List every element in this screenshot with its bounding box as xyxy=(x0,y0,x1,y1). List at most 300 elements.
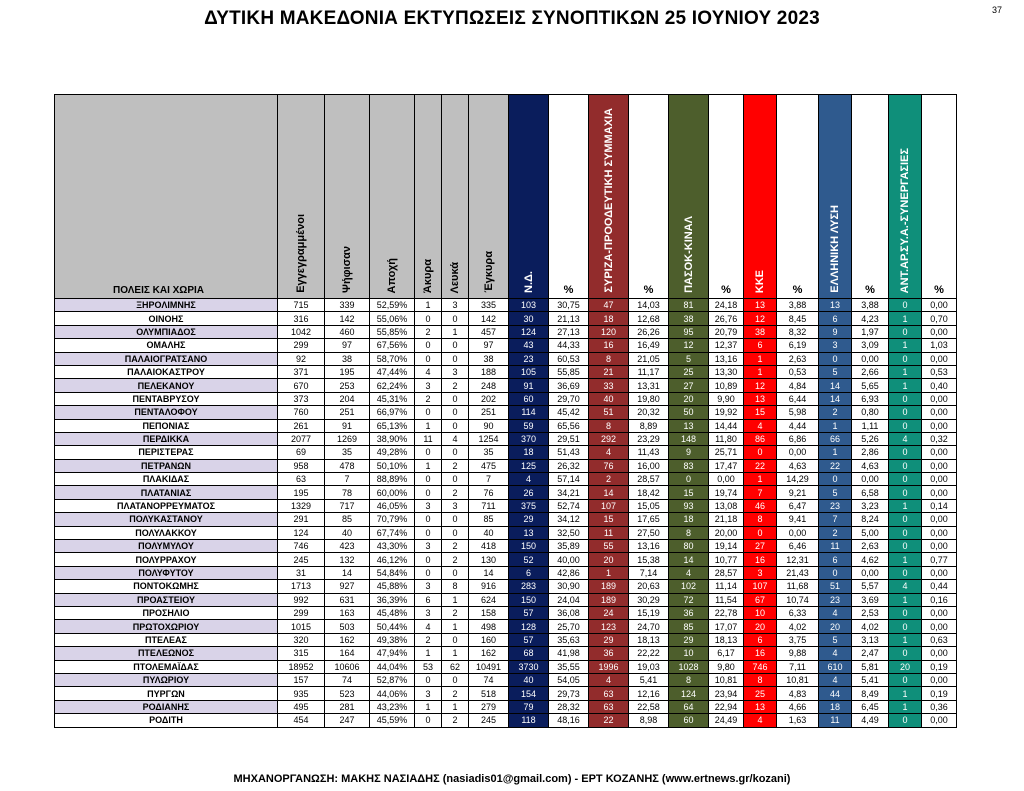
cell-elliniki-lysi-pct: 6,93 xyxy=(852,392,889,405)
cell-syriza-pct: 11,43 xyxy=(629,446,669,459)
header-party-elliniki-lysi: ΕΛΛΗΝΙΚΗ ΛΥΣΗ xyxy=(819,95,852,299)
cell-registered: 935 xyxy=(278,687,325,700)
cell-elliniki-lysi-votes: 66 xyxy=(819,432,852,445)
table-row xyxy=(55,593,957,606)
table-row xyxy=(55,553,957,566)
cell-voted: 38 xyxy=(325,352,370,365)
cell-valid: 245 xyxy=(469,714,509,727)
cell-syriza-pct: 15,05 xyxy=(629,499,669,512)
cell-city-name: ΟΙΝΟΗΣ xyxy=(55,312,278,325)
cell-pasok-pct: 10,89 xyxy=(709,379,744,392)
cell-syriza-votes: 36 xyxy=(589,647,629,660)
cell-registered: 157 xyxy=(278,673,325,686)
cell-ant-ar-votes: 4 xyxy=(889,432,922,445)
cell-kke-votes: 0 xyxy=(744,526,777,539)
cell-invalid: 1 xyxy=(415,459,442,472)
cell-pasok-votes: 1028 xyxy=(669,660,709,673)
cell-elliniki-lysi-votes: 14 xyxy=(819,392,852,405)
cell-elliniki-lysi-votes: 3 xyxy=(819,339,852,352)
cell-nd-votes: 3730 xyxy=(509,660,549,673)
cell-abstention: 46,05% xyxy=(370,499,415,512)
cell-pasok-votes: 81 xyxy=(669,299,709,312)
cell-registered: 958 xyxy=(278,459,325,472)
cell-blank: 2 xyxy=(442,553,469,566)
cell-nd-pct: 52,74 xyxy=(549,499,589,512)
cell-nd-votes: 57 xyxy=(509,606,549,619)
cell-pasok-pct: 20,79 xyxy=(709,325,744,338)
cell-valid: 188 xyxy=(469,365,509,378)
table-row xyxy=(55,687,957,700)
cell-pasok-votes: 60 xyxy=(669,714,709,727)
cell-syriza-pct: 22,58 xyxy=(629,700,669,713)
cell-kke-pct: 9,41 xyxy=(777,513,819,526)
cell-abstention: 44,04% xyxy=(370,660,415,673)
cell-elliniki-lysi-votes: 1 xyxy=(819,419,852,432)
cell-elliniki-lysi-pct: 4,49 xyxy=(852,714,889,727)
table-row xyxy=(55,633,957,646)
cell-nd-votes: 105 xyxy=(509,365,549,378)
cell-blank: 0 xyxy=(442,446,469,459)
cell-abstention: 52,59% xyxy=(370,299,415,312)
cell-nd-votes: 23 xyxy=(509,352,549,365)
cell-kke-votes: 27 xyxy=(744,540,777,553)
cell-syriza-pct: 30,29 xyxy=(629,593,669,606)
cell-pasok-votes: 102 xyxy=(669,580,709,593)
cell-pasok-votes: 9 xyxy=(669,446,709,459)
cell-elliniki-lysi-votes: 9 xyxy=(819,325,852,338)
cell-city-name: ΠΟΛΥΜΥΛΟΥ xyxy=(55,540,278,553)
cell-elliniki-lysi-pct: 0,00 xyxy=(852,473,889,486)
cell-elliniki-lysi-votes: 2 xyxy=(819,406,852,419)
cell-kke-pct: 6,86 xyxy=(777,432,819,445)
cell-kke-pct: 10,81 xyxy=(777,673,819,686)
cell-elliniki-lysi-pct: 3,13 xyxy=(852,633,889,646)
cell-ant-ar-votes: 1 xyxy=(889,365,922,378)
cell-valid: 916 xyxy=(469,580,509,593)
cell-elliniki-lysi-votes: 610 xyxy=(819,660,852,673)
cell-syriza-votes: 8 xyxy=(589,419,629,432)
cell-kke-pct: 6,47 xyxy=(777,499,819,512)
cell-syriza-pct: 11,17 xyxy=(629,365,669,378)
cell-kke-votes: 86 xyxy=(744,432,777,445)
cell-invalid: 2 xyxy=(415,633,442,646)
cell-ant-ar-pct: 0,00 xyxy=(922,566,957,579)
cell-registered: 195 xyxy=(278,486,325,499)
cell-invalid: 0 xyxy=(415,566,442,579)
table-row xyxy=(55,352,957,365)
cell-kke-pct: 14,29 xyxy=(777,473,819,486)
cell-pasok-pct: 13,16 xyxy=(709,352,744,365)
cell-syriza-pct: 16,00 xyxy=(629,459,669,472)
cell-elliniki-lysi-pct: 0,00 xyxy=(852,566,889,579)
cell-ant-ar-votes: 1 xyxy=(889,593,922,606)
cell-nd-votes: 57 xyxy=(509,633,549,646)
cell-elliniki-lysi-pct: 0,00 xyxy=(852,352,889,365)
cell-kke-pct: 6,46 xyxy=(777,540,819,553)
cell-invalid: 1 xyxy=(415,647,442,660)
cell-syriza-votes: 22 xyxy=(589,714,629,727)
cell-city-name: ΠΛΑΤΑΝΟΡΡΕΥΜΑΤΟΣ xyxy=(55,499,278,512)
cell-valid: 498 xyxy=(469,620,509,633)
cell-kke-pct: 21,43 xyxy=(777,566,819,579)
cell-ant-ar-pct: 0,00 xyxy=(922,647,957,660)
cell-registered: 495 xyxy=(278,700,325,713)
header-party-ant-ar: ΑΝΤ.ΑΡ.ΣΥ.Α.-ΣΥΝΕΡΓΑΣΙΕΣ xyxy=(889,95,922,299)
cell-pasok-pct: 10,77 xyxy=(709,553,744,566)
cell-elliniki-lysi-votes: 0 xyxy=(819,566,852,579)
cell-abstention: 62,24% xyxy=(370,379,415,392)
cell-registered: 1042 xyxy=(278,325,325,338)
cell-kke-pct: 9,88 xyxy=(777,647,819,660)
cell-voted: 132 xyxy=(325,553,370,566)
cell-city-name: ΠΕΝΤΑΛΟΦΟΥ xyxy=(55,406,278,419)
cell-pasok-pct: 22,78 xyxy=(709,606,744,619)
cell-city-name: ΠΟΝΤΟΚΩΜΗΣ xyxy=(55,580,278,593)
cell-kke-votes: 6 xyxy=(744,633,777,646)
cell-ant-ar-pct: 0,00 xyxy=(922,419,957,432)
cell-pasok-pct: 28,57 xyxy=(709,566,744,579)
cell-kke-votes: 8 xyxy=(744,513,777,526)
cell-kke-pct: 4,63 xyxy=(777,459,819,472)
cell-kke-pct: 8,45 xyxy=(777,312,819,325)
cell-voted: 339 xyxy=(325,299,370,312)
cell-ant-ar-votes: 20 xyxy=(889,660,922,673)
cell-blank: 1 xyxy=(442,593,469,606)
cell-valid: 14 xyxy=(469,566,509,579)
cell-elliniki-lysi-votes: 22 xyxy=(819,459,852,472)
cell-registered: 63 xyxy=(278,473,325,486)
cell-ant-ar-pct: 0,00 xyxy=(922,459,957,472)
cell-syriza-votes: 40 xyxy=(589,392,629,405)
cell-kke-votes: 0 xyxy=(744,446,777,459)
cell-invalid: 0 xyxy=(415,526,442,539)
cell-syriza-pct: 20,32 xyxy=(629,406,669,419)
cell-elliniki-lysi-pct: 5,26 xyxy=(852,432,889,445)
cell-syriza-votes: 33 xyxy=(589,379,629,392)
cell-nd-votes: 103 xyxy=(509,299,549,312)
cell-kke-votes: 13 xyxy=(744,392,777,405)
cell-kke-votes: 8 xyxy=(744,673,777,686)
cell-invalid: 3 xyxy=(415,687,442,700)
cell-valid: 90 xyxy=(469,419,509,432)
cell-elliniki-lysi-votes: 18 xyxy=(819,700,852,713)
cell-valid: 457 xyxy=(469,325,509,338)
cell-syriza-pct: 19,80 xyxy=(629,392,669,405)
cell-blank: 0 xyxy=(442,473,469,486)
cell-city-name: ΠΥΛΩΡΙΟΥ xyxy=(55,673,278,686)
cell-registered: 124 xyxy=(278,526,325,539)
header-blank: Λευκά xyxy=(442,95,469,299)
cell-kke-votes: 13 xyxy=(744,299,777,312)
cell-pasok-pct: 11,80 xyxy=(709,432,744,445)
table-row xyxy=(55,700,957,713)
cell-elliniki-lysi-votes: 2 xyxy=(819,526,852,539)
cell-city-name: ΠΟΛΥΛΑΚΚΟΥ xyxy=(55,526,278,539)
page-number: 37 xyxy=(991,5,1002,15)
cell-ant-ar-votes: 1 xyxy=(889,379,922,392)
cell-valid: 35 xyxy=(469,446,509,459)
cell-syriza-pct: 7,14 xyxy=(629,566,669,579)
table-row xyxy=(55,325,957,338)
cell-pasok-pct: 20,00 xyxy=(709,526,744,539)
cell-syriza-votes: 24 xyxy=(589,606,629,619)
cell-valid: 279 xyxy=(469,700,509,713)
cell-nd-pct: 54,05 xyxy=(549,673,589,686)
cell-pasok-votes: 50 xyxy=(669,406,709,419)
cell-syriza-votes: 63 xyxy=(589,687,629,700)
cell-pasok-votes: 18 xyxy=(669,513,709,526)
cell-valid: 130 xyxy=(469,553,509,566)
cell-abstention: 67,74% xyxy=(370,526,415,539)
cell-elliniki-lysi-votes: 0 xyxy=(819,473,852,486)
table-row xyxy=(55,486,957,499)
cell-invalid: 0 xyxy=(415,446,442,459)
cell-voted: 503 xyxy=(325,620,370,633)
cell-abstention: 70,79% xyxy=(370,513,415,526)
cell-invalid: 0 xyxy=(415,339,442,352)
cell-kke-pct: 9,21 xyxy=(777,486,819,499)
cell-ant-ar-pct: 0,00 xyxy=(922,513,957,526)
cell-syriza-votes: 189 xyxy=(589,593,629,606)
cell-elliniki-lysi-votes: 7 xyxy=(819,513,852,526)
cell-invalid: 0 xyxy=(415,486,442,499)
cell-blank: 2 xyxy=(442,540,469,553)
header-row xyxy=(55,95,957,299)
cell-blank: 62 xyxy=(442,660,469,673)
cell-elliniki-lysi-pct: 3,88 xyxy=(852,299,889,312)
cell-syriza-pct: 26,26 xyxy=(629,325,669,338)
cell-blank: 0 xyxy=(442,513,469,526)
cell-ant-ar-pct: 0,00 xyxy=(922,325,957,338)
cell-registered: 373 xyxy=(278,392,325,405)
header-party-pasok: ΠΑΣΟΚ-ΚΙΝΑΛ xyxy=(669,95,709,299)
cell-syriza-votes: 11 xyxy=(589,526,629,539)
cell-nd-votes: 6 xyxy=(509,566,549,579)
cell-ant-ar-votes: 0 xyxy=(889,673,922,686)
cell-abstention: 45,88% xyxy=(370,580,415,593)
cell-syriza-pct: 21,05 xyxy=(629,352,669,365)
cell-abstention: 49,28% xyxy=(370,446,415,459)
cell-kke-pct: 0,00 xyxy=(777,446,819,459)
cell-city-name: ΠΤΕΛΕΩΝΟΣ xyxy=(55,647,278,660)
cell-valid: 158 xyxy=(469,606,509,619)
cell-kke-pct: 6,19 xyxy=(777,339,819,352)
table-row xyxy=(55,379,957,392)
cell-syriza-votes: 107 xyxy=(589,499,629,512)
cell-abstention: 45,48% xyxy=(370,606,415,619)
cell-ant-ar-votes: 1 xyxy=(889,499,922,512)
cell-invalid: 3 xyxy=(415,540,442,553)
cell-ant-ar-pct: 0,00 xyxy=(922,526,957,539)
cell-voted: 14 xyxy=(325,566,370,579)
cell-valid: 248 xyxy=(469,379,509,392)
cell-pasok-votes: 85 xyxy=(669,620,709,633)
cell-valid: 1254 xyxy=(469,432,509,445)
cell-nd-pct: 65,56 xyxy=(549,419,589,432)
cell-pasok-pct: 11,54 xyxy=(709,593,744,606)
table-row xyxy=(55,419,957,432)
cell-registered: 92 xyxy=(278,352,325,365)
cell-kke-votes: 20 xyxy=(744,620,777,633)
cell-voted: 97 xyxy=(325,339,370,352)
cell-pasok-votes: 8 xyxy=(669,673,709,686)
cell-invalid: 11 xyxy=(415,432,442,445)
cell-kke-votes: 10 xyxy=(744,606,777,619)
cell-kke-votes: 12 xyxy=(744,312,777,325)
cell-voted: 85 xyxy=(325,513,370,526)
cell-city-name: ΠΤΕΛΕΑΣ xyxy=(55,633,278,646)
cell-elliniki-lysi-votes: 13 xyxy=(819,299,852,312)
cell-city-name: ΠΕΝΤΑΒΡΥΣΟΥ xyxy=(55,392,278,405)
header-party-syriza: ΣΥΡΙΖΑ-ΠΡΟΟΔΕΥΤΙΚΗ ΣΥΜΜΑΧΙΑ xyxy=(589,95,629,299)
cell-voted: 523 xyxy=(325,687,370,700)
header-abstention: Αποχή xyxy=(370,95,415,299)
cell-blank: 1 xyxy=(442,700,469,713)
cell-nd-pct: 35,55 xyxy=(549,660,589,673)
cell-pasok-votes: 0 xyxy=(669,473,709,486)
cell-blank: 0 xyxy=(442,673,469,686)
cell-valid: 624 xyxy=(469,593,509,606)
cell-pasok-votes: 12 xyxy=(669,339,709,352)
cell-ant-ar-votes: 0 xyxy=(889,714,922,727)
cell-pasok-votes: 14 xyxy=(669,553,709,566)
cell-blank: 0 xyxy=(442,339,469,352)
cell-abstention: 36,39% xyxy=(370,593,415,606)
cell-blank: 8 xyxy=(442,580,469,593)
cell-ant-ar-votes: 0 xyxy=(889,352,922,365)
cell-elliniki-lysi-pct: 3,23 xyxy=(852,499,889,512)
header-name: ΠΟΛΕΙΣ ΚΑΙ ΧΩΡΙΑ xyxy=(55,95,278,299)
table-row xyxy=(55,513,957,526)
cell-ant-ar-pct: 0,44 xyxy=(922,580,957,593)
cell-city-name: ΠΕΛΕΚΑΝΟΥ xyxy=(55,379,278,392)
cell-syriza-votes: 4 xyxy=(589,446,629,459)
cell-ant-ar-votes: 0 xyxy=(889,526,922,539)
cell-elliniki-lysi-votes: 6 xyxy=(819,312,852,325)
header-party-kke: ΚΚΕ xyxy=(744,95,777,299)
cell-ant-ar-pct: 0,53 xyxy=(922,365,957,378)
cell-ant-ar-votes: 0 xyxy=(889,419,922,432)
cell-pasok-votes: 15 xyxy=(669,486,709,499)
cell-city-name: ΠΟΛΥΡΡΑΧΟΥ xyxy=(55,553,278,566)
cell-nd-pct: 42,86 xyxy=(549,566,589,579)
cell-valid: 518 xyxy=(469,687,509,700)
cell-kke-pct: 4,84 xyxy=(777,379,819,392)
cell-city-name: ΟΛΥΜΠΙΑΔΟΣ xyxy=(55,325,278,338)
cell-registered: 299 xyxy=(278,606,325,619)
cell-ant-ar-pct: 0,00 xyxy=(922,392,957,405)
footer-credits: ΜΗΧΑΝΟΡΓΑΝΩΣΗ: ΜΑΚΗΣ ΝΑΣΙΑΔΗΣ (nasiadis01@gmail.com) - ΕΡΤ ΚΟΖΑΝΗΣ (www.ertnews.gr/kozani) xyxy=(233,773,791,785)
cell-invalid: 1 xyxy=(415,419,442,432)
cell-voted: 253 xyxy=(325,379,370,392)
cell-voted: 35 xyxy=(325,446,370,459)
cell-city-name: ΠΕΡΔΙΚΚΑ xyxy=(55,432,278,445)
cell-pasok-pct: 9,80 xyxy=(709,660,744,673)
cell-syriza-votes: 76 xyxy=(589,459,629,472)
cell-city-name: ΞΗΡΟΛΙΜΝΗΣ xyxy=(55,299,278,312)
cell-invalid: 0 xyxy=(415,673,442,686)
cell-ant-ar-votes: 0 xyxy=(889,459,922,472)
cell-abstention: 45,31% xyxy=(370,392,415,405)
cell-nd-pct: 29,51 xyxy=(549,432,589,445)
cell-ant-ar-votes: 0 xyxy=(889,513,922,526)
cell-voted: 74 xyxy=(325,673,370,686)
table-row xyxy=(55,406,957,419)
table-row xyxy=(55,365,957,378)
cell-registered: 299 xyxy=(278,339,325,352)
cell-pasok-pct: 18,13 xyxy=(709,633,744,646)
cell-kke-pct: 6,44 xyxy=(777,392,819,405)
cell-registered: 992 xyxy=(278,593,325,606)
cell-syriza-pct: 13,31 xyxy=(629,379,669,392)
cell-kke-votes: 15 xyxy=(744,406,777,419)
cell-elliniki-lysi-pct: 5,81 xyxy=(852,660,889,673)
cell-city-name: ΟΜΑΛΗΣ xyxy=(55,339,278,352)
cell-ant-ar-pct: 0,63 xyxy=(922,633,957,646)
table-row xyxy=(55,606,957,619)
cell-abstention: 47,44% xyxy=(370,365,415,378)
cell-nd-pct: 25,70 xyxy=(549,620,589,633)
cell-elliniki-lysi-pct: 1,11 xyxy=(852,419,889,432)
cell-kke-votes: 46 xyxy=(744,499,777,512)
cell-elliniki-lysi-pct: 5,57 xyxy=(852,580,889,593)
cell-elliniki-lysi-pct: 5,00 xyxy=(852,526,889,539)
cell-pasok-pct: 21,18 xyxy=(709,513,744,526)
cell-nd-votes: 60 xyxy=(509,392,549,405)
cell-ant-ar-votes: 1 xyxy=(889,700,922,713)
cell-pasok-pct: 13,08 xyxy=(709,499,744,512)
table-row xyxy=(55,432,957,445)
cell-pasok-votes: 4 xyxy=(669,566,709,579)
cell-invalid: 0 xyxy=(415,714,442,727)
cell-nd-pct: 26,32 xyxy=(549,459,589,472)
header-pct-elliniki-lysi: % xyxy=(852,95,889,299)
cell-syriza-votes: 20 xyxy=(589,553,629,566)
cell-registered: 315 xyxy=(278,647,325,660)
cell-syriza-votes: 2 xyxy=(589,473,629,486)
cell-valid: 40 xyxy=(469,526,509,539)
cell-ant-ar-pct: 0,77 xyxy=(922,553,957,566)
cell-abstention: 50,10% xyxy=(370,459,415,472)
cell-nd-pct: 34,12 xyxy=(549,513,589,526)
cell-invalid: 3 xyxy=(415,606,442,619)
cell-elliniki-lysi-votes: 51 xyxy=(819,580,852,593)
cell-valid: 97 xyxy=(469,339,509,352)
cell-syriza-votes: 21 xyxy=(589,365,629,378)
cell-nd-pct: 29,73 xyxy=(549,687,589,700)
cell-blank: 2 xyxy=(442,459,469,472)
cell-kke-pct: 11,68 xyxy=(777,580,819,593)
cell-valid: 162 xyxy=(469,647,509,660)
cell-voted: 251 xyxy=(325,406,370,419)
cell-kke-pct: 4,44 xyxy=(777,419,819,432)
cell-syriza-pct: 28,57 xyxy=(629,473,669,486)
cell-elliniki-lysi-pct: 8,24 xyxy=(852,513,889,526)
cell-registered: 320 xyxy=(278,633,325,646)
cell-voted: 40 xyxy=(325,526,370,539)
cell-city-name: ΠΕΡΙΣΤΕΡΑΣ xyxy=(55,446,278,459)
cell-syriza-pct: 15,38 xyxy=(629,553,669,566)
table-row xyxy=(55,299,957,312)
cell-elliniki-lysi-pct: 8,49 xyxy=(852,687,889,700)
cell-invalid: 0 xyxy=(415,406,442,419)
header-pct-nd: % xyxy=(549,95,589,299)
cell-syriza-pct: 17,65 xyxy=(629,513,669,526)
cell-pasok-votes: 95 xyxy=(669,325,709,338)
header-invalid: Άκυρα xyxy=(415,95,442,299)
cell-syriza-pct: 5,41 xyxy=(629,673,669,686)
table-row xyxy=(55,647,957,660)
